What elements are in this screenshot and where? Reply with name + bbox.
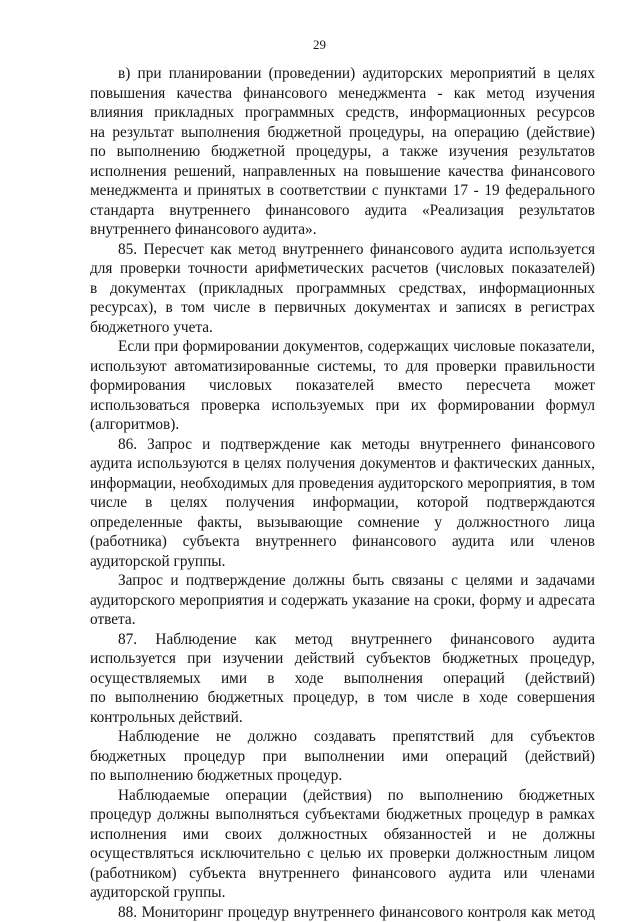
text-line: используют автоматизированные системы, то для проверки правильности	[90, 357, 595, 377]
page-number: 29	[0, 37, 639, 53]
text-line: исполнения ими своих должностных обязанностей и не должны	[90, 825, 595, 845]
text-line: в документах (прикладных программных средствах, информационных	[90, 279, 595, 299]
text-line: по выполнению бюджетных процедур, в том числе в ходе совершения	[90, 688, 595, 708]
text-line: процедур должны выполняться субъектами бюджетных процедур в рамках	[90, 805, 595, 825]
text-line: информации, необходимых для проведения аудиторского мероприятия, в том	[90, 474, 595, 494]
body-text	[90, 64, 595, 922]
text-line: Наблюдаемые операции (действия) по выполнению бюджетных	[90, 786, 595, 806]
text-line: ресурсах), в том числе в первичных документах и записях в регистрах	[90, 298, 595, 318]
text-line: внутреннего финансового аудита».	[90, 220, 595, 240]
text-line: контрольных действий.	[90, 708, 595, 728]
text-line: (работником) субъекта внутреннего финансового аудита или членами	[90, 864, 595, 884]
text-line: числе в целях получения информации, которой подтверждаются	[90, 493, 595, 513]
text-line: 87. Наблюдение как метод внутреннего финансового аудита	[90, 630, 595, 650]
text-line: аудиторской группы.	[90, 883, 595, 903]
text-line: влияния прикладных программных средств, информационных ресурсов	[90, 103, 595, 123]
text-line: бюджетных процедур при выполнении ими операций (действий)	[90, 747, 595, 767]
text-line: стандарта внутреннего финансового аудита «Реализация результатов	[90, 201, 595, 221]
text-line: используется при изучении действий субъектов бюджетных процедур,	[90, 649, 595, 669]
text-line: по выполнению бюджетной процедуры, а также изучения результатов	[90, 142, 595, 162]
text-line: определенные факты, вызывающие сомнение у должностного лица	[90, 513, 595, 533]
text-line: менеджмента и принятых в соответствии с пунктами 17 - 19 федерального	[90, 181, 595, 201]
text-line: на результат выполнения бюджетной процедуры, на операцию (действие)	[90, 123, 595, 143]
text-line: осуществляться исключительно с целью их проверки должностным лицом	[90, 844, 595, 864]
text-line: 85. Пересчет как метод внутреннего финансового аудита используется	[90, 240, 595, 260]
text-line: осуществляемых ими в ходе выполнения операций (действий)	[90, 669, 595, 689]
text-line: бюджетного учета.	[90, 318, 595, 338]
text-line: аудиторской группы.	[90, 552, 595, 572]
text-line: по выполнению бюджетных процедур.	[90, 766, 595, 786]
text-line: аудита используются в целях получения документов и фактических данных,	[90, 454, 595, 474]
text-line: ответа.	[90, 610, 595, 630]
text-line: повышения качества финансового менеджмента - как метод изучения	[90, 84, 595, 104]
text-line: 86. Запрос и подтверждение как методы внутреннего финансового	[90, 435, 595, 455]
text-line: аудиторского мероприятия и содержать указание на сроки, форму и адресата	[90, 591, 595, 611]
text-line: Наблюдение не должно создавать препятствий для субъектов	[90, 727, 595, 747]
text-line: (работника) субъекта внутреннего финансового аудита или членов	[90, 532, 595, 552]
text-line: Запрос и подтверждение должны быть связаны с целями и задачами	[90, 571, 595, 591]
text-line: Если при формировании документов, содержащих числовые показатели,	[90, 337, 595, 357]
text-line: 88. Мониторинг процедур внутреннего финансового контроля как метод	[90, 903, 595, 922]
text-line: использоваться проверка используемых при их формировании формул	[90, 396, 595, 416]
text-line: формирования числовых показателей вместо пересчета может	[90, 376, 595, 396]
text-line: в) при планировании (проведении) аудиторских мероприятий в целях	[90, 64, 595, 84]
text-line: (алгоритмов).	[90, 415, 595, 435]
text-line: исполнения решений, направленных на повышение качества финансового	[90, 162, 595, 182]
text-line: для проверки точности арифметических расчетов (числовых показателей)	[90, 259, 595, 279]
